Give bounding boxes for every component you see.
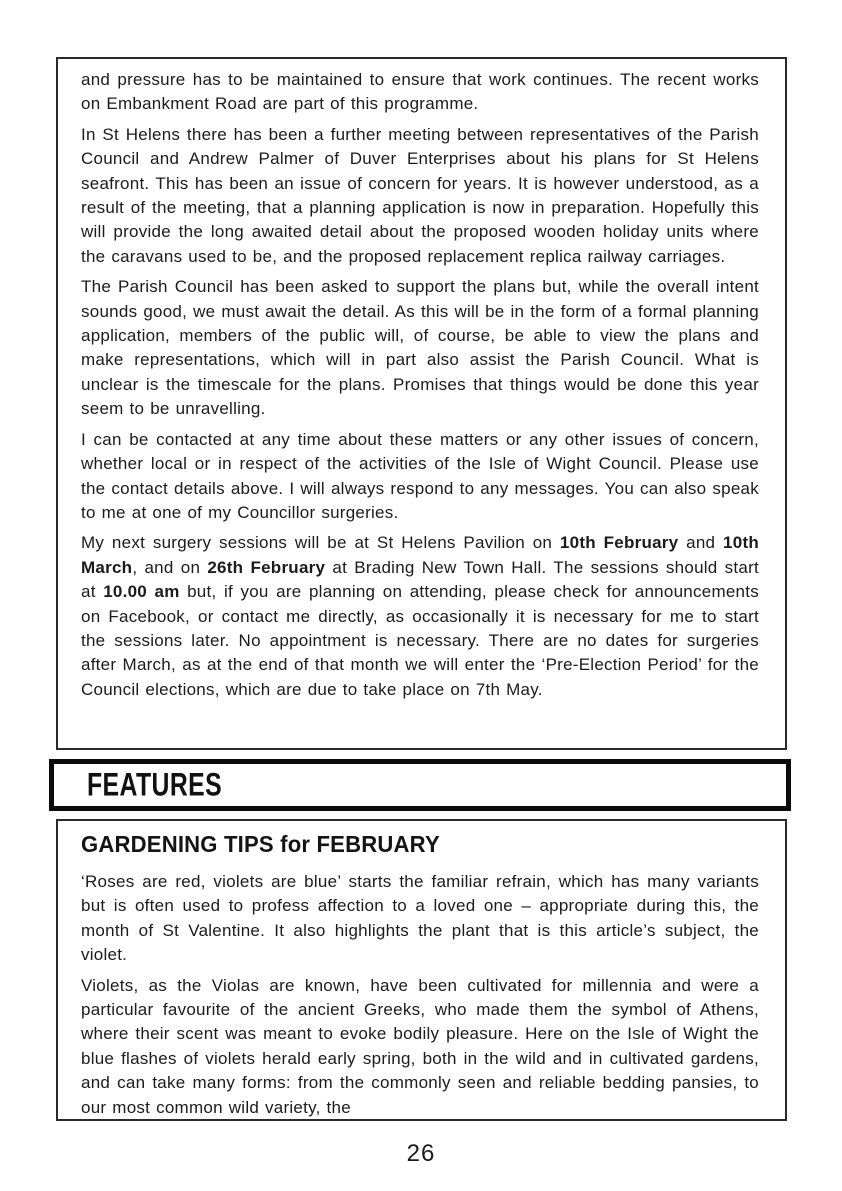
features-title: FEATURES [87, 766, 223, 803]
gardening-tips-box [56, 819, 787, 1121]
report-paragraph-surgery-dates: My next surgery sessions will be at St Helens Pavilion on 10th February and 10th March, and on 26th February at Brading New Town Hall. The sessions should start at 10.00 am but, if you are planning on attending, please check for announcements on Facebook, or contact me directly, as occasionally it is necessary for me to start the sessions later. No appointment is necessary. There are no dates for surgeries after March, as at the end of that month we will enter the ‘Pre-Election Period’ for the Council elections, which are due to take place on 7th May. [81, 533, 759, 699]
report-paragraph-1: and pressure has to be maintained to ensure that work continues. The recent works on Embankment Road are part of this programme. [81, 70, 759, 114]
features-section-banner [49, 759, 791, 811]
gardening-paragraph-1: ‘Roses are red, violets are blue’ starts the familiar refrain, which has many variants but is often used to profess affection to a loved one – appropriate during this, the month of St Valentine. It also highlights the plant that is this article’s subject, the violet. [81, 872, 759, 965]
page-number: 26 [406, 1140, 436, 1167]
gardening-tips-title: GARDENING TIPS for FEBRUARY [81, 831, 440, 857]
report-paragraph-2: In St Helens there has been a further meeting between representatives of the Parish Council and Andrew Palmer of Duver Enterprises about his plans for St Helens seafront. This has been an issue of concern for years. It is however understood, as a result of the meeting, that a planning application is now in preparation. Hopefully this will provide the long awaited detail about the proposed wooden holiday units where the caravans used to be, and the proposed replacement replica railway carriages. [81, 124, 759, 266]
gardening-paragraph-2: Violets, as the Violas are known, have been cultivated for millennia and were a particular favourite of the ancient Greeks, who made them the symbol of Athens, where their scent was meant to evoke bodily pleasure. Here on the Isle of Wight the blue flashes of violets herald early spring, both in the wild and in cultivated gardens, and can take many forms: from the commonly seen and reliable bedding pansies, to our most common wild variety, the [81, 975, 759, 1117]
report-paragraph-4: I can be contacted at any time about these matters or any other issues of concern, whether local or in respect of the activities of the Isle of Wight Council. Please use the contact details above. I will always respond to any messages. You can also speak to me at one of my Councillor surgeries. [81, 429, 759, 522]
report-paragraph-3: The Parish Council has been asked to support the plans but, while the overall intent sounds good, we must await the detail. As this will be in the form of a formal planning application, members of the public will, of course, be able to view the plans and make representations, which will in part also assist the Parish Council. What is unclear is the timescale for the plans. Promises that things would be done this year seem to be unravelling. [81, 277, 759, 419]
councillor-report-box [56, 57, 787, 750]
